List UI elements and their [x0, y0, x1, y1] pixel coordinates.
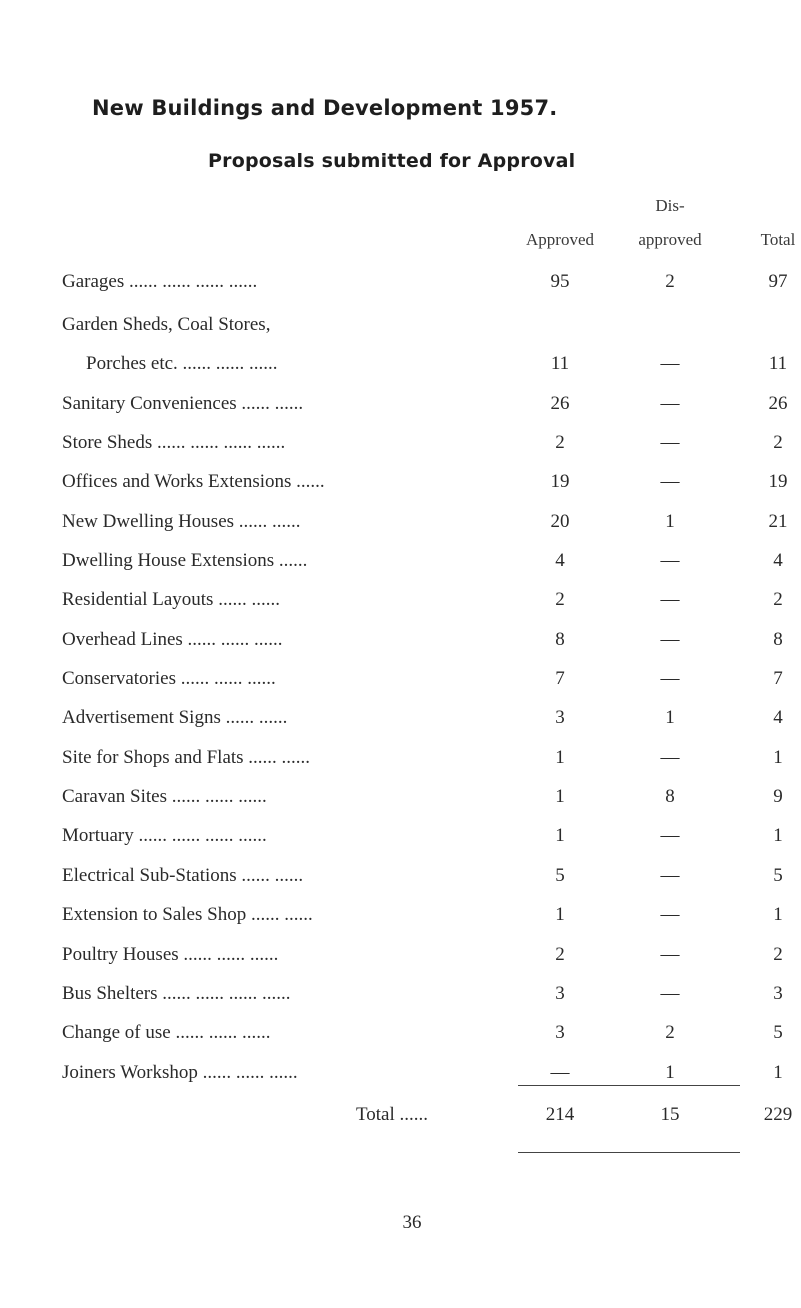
disapproved-cell: — — [660, 904, 680, 926]
approved-cell: 11 — [550, 353, 570, 375]
total-cell: 3 — [773, 982, 783, 1004]
row-label: Poultry Houses ...... ...... ...... — [62, 943, 279, 965]
page-title: New Buildings and Development 1957. — [92, 96, 558, 120]
table-row — [0, 299, 801, 381]
approved-cell: 1 — [555, 746, 565, 768]
table-row — [0, 893, 801, 932]
disapproved-cell: — — [660, 471, 680, 493]
grand-total-cell: 229 — [763, 1104, 793, 1125]
table-row — [0, 578, 801, 617]
table-row — [0, 1011, 801, 1050]
approved-cell: 2 — [555, 943, 565, 965]
table-row — [0, 657, 801, 696]
table-row — [0, 775, 801, 814]
disapproved-cell: 2 — [665, 1022, 675, 1044]
row-label: Change of use ...... ...... ...... — [62, 1022, 271, 1044]
proposals-table — [0, 260, 801, 1090]
approved-cell: 95 — [550, 271, 570, 293]
approved-cell: 19 — [550, 471, 570, 493]
total-cell: 11 — [768, 353, 788, 375]
approved-cell: 2 — [555, 432, 565, 454]
row-label: Residential Layouts ...... ...... — [62, 589, 280, 611]
total-cell: 4 — [773, 550, 783, 572]
total-cell: 26 — [768, 392, 788, 414]
total-cell: 9 — [773, 786, 783, 808]
approved-cell: 1 — [555, 786, 565, 808]
total-cell: 4 — [773, 707, 783, 729]
total-cell: 1 — [773, 746, 783, 768]
table-row — [0, 421, 801, 460]
approved-cell: 3 — [555, 1022, 565, 1044]
approved-cell: 2 — [555, 589, 565, 611]
total-cell: 5 — [773, 1022, 783, 1044]
total-cell: 1 — [773, 1061, 783, 1083]
approved-cell: 7 — [555, 668, 565, 690]
row-label: New Dwelling Houses ...... ...... — [62, 510, 301, 532]
approved-cell: 8 — [555, 628, 565, 650]
row-label: Extension to Sales Shop ...... ...... — [62, 904, 313, 926]
table-row — [0, 381, 801, 420]
disapproved-cell: — — [660, 825, 680, 847]
row-label: Bus Shelters ...... ...... ...... ...... — [62, 982, 291, 1004]
row-label: Electrical Sub-Stations ...... ...... — [62, 864, 304, 886]
disapproved-cell: — — [660, 982, 680, 1004]
row-label: Mortuary ...... ...... ...... ...... — [62, 825, 267, 847]
row-label: Caravan Sites ...... ...... ...... — [62, 786, 267, 808]
row-label: Site for Shops and Flats ...... ...... — [62, 746, 311, 768]
approved-cell: 20 — [550, 510, 570, 532]
total-cell: 2 — [773, 432, 783, 454]
approved-cell: 1 — [555, 825, 565, 847]
approved-cell: — — [550, 1061, 570, 1083]
total-cell: 19 — [768, 471, 788, 493]
column-header-disapproved-line1: Dis- — [655, 196, 685, 215]
row-label-line2: Porches etc. ...... ...... ...... — [86, 353, 278, 375]
disapproved-cell: 8 — [665, 786, 675, 808]
table-row — [0, 932, 801, 971]
total-cell: 7 — [773, 668, 783, 690]
table-row — [0, 814, 801, 853]
total-cell: 2 — [773, 589, 783, 611]
table-row — [0, 460, 801, 499]
disapproved-cell: 2 — [665, 271, 675, 293]
table-row — [0, 972, 801, 1011]
disapproved-cell: — — [660, 392, 680, 414]
table-row — [0, 499, 801, 538]
column-header-total: Total — [760, 230, 796, 249]
total-cell: 1 — [773, 825, 783, 847]
approved-cell: 4 — [555, 550, 565, 572]
totals-row — [0, 1092, 801, 1132]
disapproved-cell: 1 — [665, 1061, 675, 1083]
row-label: Offices and Works Extensions ...... — [62, 471, 325, 493]
row-label: Conservatories ...... ...... ...... — [62, 668, 276, 690]
disapproved-cell: — — [660, 432, 680, 454]
total-cell: 1 — [773, 904, 783, 926]
table-row — [0, 1050, 801, 1089]
disapproved-cell: — — [660, 943, 680, 965]
table-subtitle: Proposals submitted for Approval — [208, 150, 576, 172]
disapproved-cell: — — [660, 668, 680, 690]
table-row — [0, 696, 801, 735]
column-header-approved: Approved — [526, 230, 594, 249]
total-cell: 21 — [768, 510, 788, 532]
approved-cell: 3 — [555, 982, 565, 1004]
disapproved-total-cell: 15 — [660, 1104, 680, 1125]
row-label: Advertisement Signs ...... ...... — [62, 707, 288, 729]
disapproved-cell: 1 — [665, 707, 675, 729]
approved-cell: 3 — [555, 707, 565, 729]
totals-top-rule — [518, 1085, 740, 1086]
row-label: Overhead Lines ...... ...... ...... — [62, 628, 283, 650]
table-row — [0, 617, 801, 656]
row-label — [62, 314, 278, 375]
table-row — [0, 260, 801, 299]
total-cell: 97 — [768, 271, 788, 293]
totals-bottom-rule — [518, 1152, 740, 1153]
disapproved-cell: — — [660, 550, 680, 572]
total-cell: 2 — [773, 943, 783, 965]
approved-cell: 1 — [555, 904, 565, 926]
total-cell: 5 — [773, 864, 783, 886]
total-cell: 8 — [773, 628, 783, 650]
row-label: Garages ...... ...... ...... ...... — [62, 271, 258, 293]
approved-cell: 26 — [550, 392, 570, 414]
disapproved-cell: — — [660, 864, 680, 886]
disapproved-cell: — — [660, 746, 680, 768]
approved-cell: 5 — [555, 864, 565, 886]
column-header-disapproved-line2: approved — [638, 230, 702, 249]
table-row — [0, 735, 801, 774]
approved-total-cell: 214 — [545, 1104, 575, 1125]
disapproved-cell: — — [660, 628, 680, 650]
table-row — [0, 539, 801, 578]
totals-label: Total ...... — [356, 1104, 429, 1125]
row-label: Sanitary Conveniences ...... ...... — [62, 392, 304, 414]
row-label-line1: Garden Sheds, Coal Stores, — [62, 314, 271, 336]
row-label: Dwelling House Extensions ...... — [62, 550, 308, 572]
disapproved-cell: 1 — [665, 510, 675, 532]
page-number: 36 — [402, 1212, 422, 1233]
disapproved-cell: — — [660, 353, 680, 375]
row-label: Joiners Workshop ...... ...... ...... — [62, 1061, 298, 1083]
row-label: Store Sheds ...... ...... ...... ...... — [62, 432, 286, 454]
disapproved-cell: — — [660, 589, 680, 611]
table-row — [0, 853, 801, 892]
